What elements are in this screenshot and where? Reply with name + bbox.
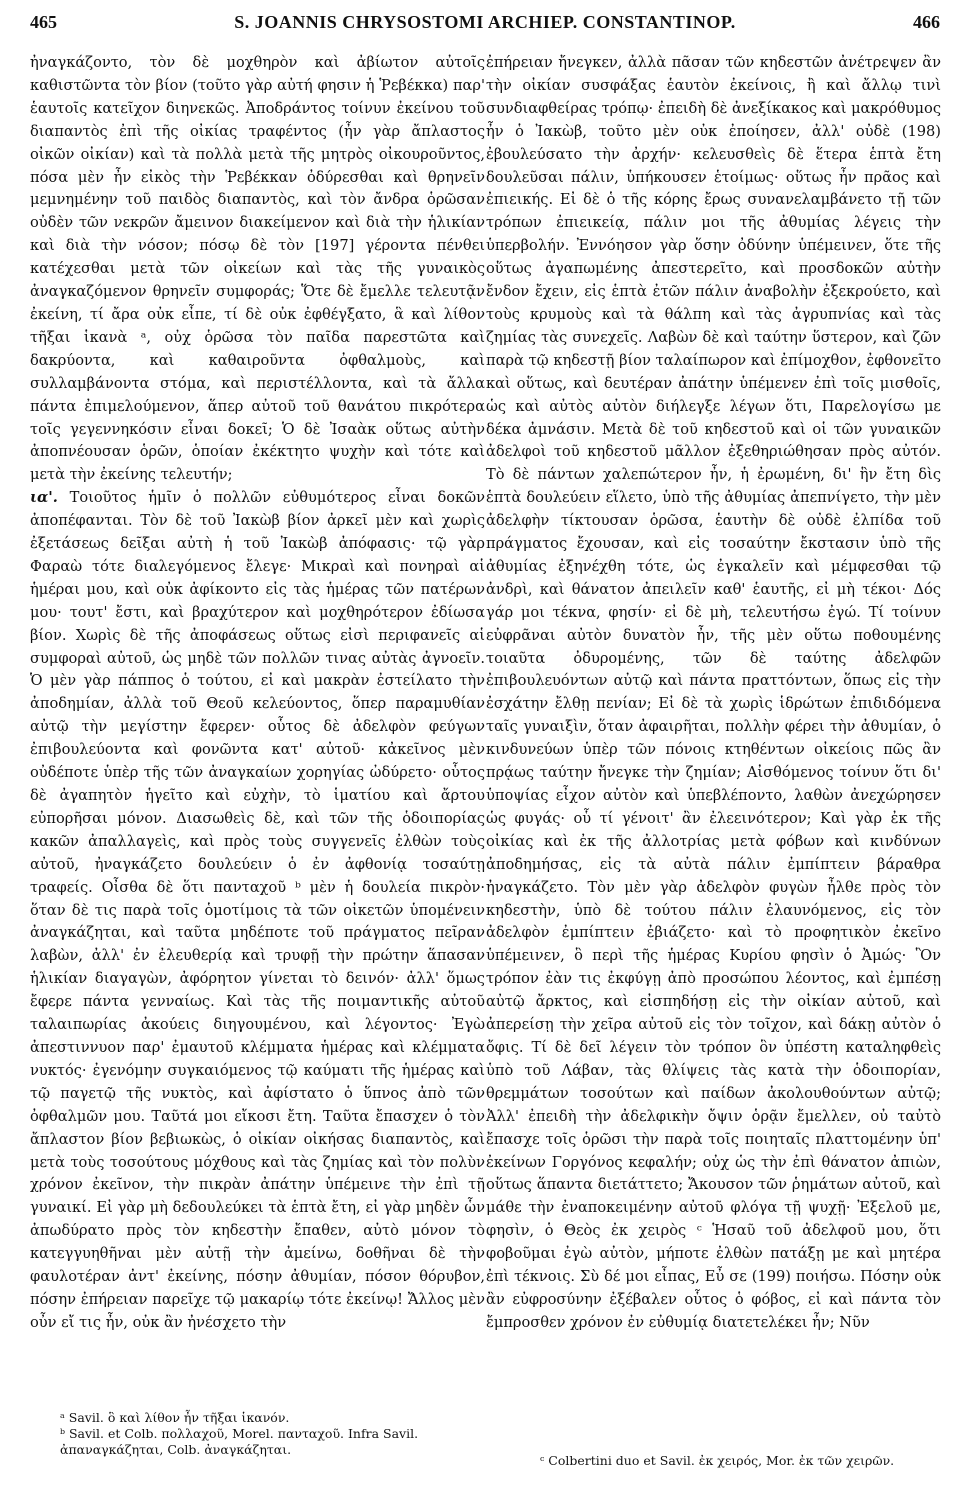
footnotes-right: [540, 1453, 960, 1469]
page-number-right: 466: [913, 12, 940, 32]
right-paragraph-1: ἐπήρειαν ἤνεγκεν, ἀλλὰ πᾶσαν τῶν κηδεστῶν ἀνέτρεψεν ἂν τὴν οἰκίαν συσφάξας ἑαυτὸν ἐκείνοις, ἢ καὶ ἄλλῳ τινὶ συνδιαφθείρας τρόπῳ· ἐπειδὴ δὲ ἀνεξίκακος καὶ μακρόθυμος ἦν ὁ Ἰακὼβ, τοῦτο μὲν οὐκ ἐποίησεν, ἀλλ' οὐδὲ (198) ἐβουλεύσατο τὴν ἀρχήν· κελευσθεὶς δὲ ἕτερα ἑπτὰ ἔτη δουλεῦσαι πάλιν, ὑπήκουσεν ἑτοίμως· οὕτως ἦν πρᾶος καὶ ἐπιεικής. Εἰ δὲ ὁ τῆς κόρης ἔρως συνανελαμβάνετο τῇ τῶν τρόπων ἐπιεικείᾳ, πάλιν μοι τῆς ἀθυμίας λέγεις τὴν ὑπερβολήν. Ἐννόησον γὰρ ὅσην ὀδύνην ὑπέμεινεν, ὅτε τῆς οὕτως ἀγαπωμένης ἀπεστερεῖτο, καὶ προσδοκῶν αὐτὴν ἔνδον ἔχειν, εἰς ἑπτὰ ἐτῶν πάλιν ἀναβολὴν ἐξεκρούετο, καὶ τοὺς κρυμοὺς καὶ τὰ θάλπη καὶ τὰς ἀγρυπνίας καὶ τὰς ζημίας τὰς συνεχεῖς. Λαβὼν δὲ καὶ ταύτην ὕστερον, καὶ ζῶν παρὰ τῷ κηδεστῇ βίον ταλαίπωρον καὶ ἐπίμοχθον, ἐφθονεῖτο καὶ οὕτως, καὶ δευτέραν ἀπάτην ὑπέμενεν ἐπὶ τοῖς μισθοῖς, ὡς καὶ αὐτὸς αὐτὸν διήλεγξε λέγων ὅτι, Παρελογίσω με δέκα ἀμνάσιν. Μετὰ δὲ τοῦ κηδεστοῦ καὶ οἱ τῶν γυναικῶν ἀδελφοὶ τοῦ κηδεστοῦ μᾶλλον ἐξεθηριώθησαν πρὸς αὐτόν. Τὸ δὲ πάντων χαλεπώτερον ἦν, ἡ ἐρωμένη, δι' ἣν ἔτη δὶς ἑπτὰ δουλεύειν εἵλετο, ὑπὸ τῆς ἀθυμίας ἀπεπνίγετο, τὴν μὲν ἀδελφὴν τίκτουσαν ὁρῶσα, ἑαυτὴν δὲ οὐδὲ ἐλπίδα τοῦ πράγματος ἔχουσαν, καὶ εἰς τοσαύτην ἔκστασιν ὑπὸ τῆς ἀθυμίας ἐξηνέχθη τότε, ὡς ἐγκαλεῖν καὶ μέμφεσθαι τῷ ἀνδρὶ, καὶ θάνατον ἀπειλεῖν καθ' ἑαυτῆς, εἰ μὴ τέκοι· Δός γάρ μοι τέκνα, φησίν· εἰ δὲ μὴ, τελευτήσω ἐγώ. Τί τοίνυν εὐφρᾶναι αὐτὸν δυνατὸν ἦν, τῆς μὲν οὕτω ποθουμένης τοιαῦτα ὀδυρομένης, τῶν δὲ ταύτης ἀδελφῶν ἐπιβουλευόντων αὐτῷ καὶ πάντα πραττόντων, ὅπως εἰς τὴν ἐσχάτην ἔλθῃ πενίαν; Εἰ δὲ τὰ χωρὶς ἱδρώτων ἐπιδιδόμενα ταῖς γυναιξὶν, ὅταν ἀφαιρῆται, πολλὴν φέρει τὴν ἀθυμίαν, ὁ κινδυνεύων ὑπὲρ τῶν πόνοις κτηθέντων οἰκείοις πῶς ἂν πρᾴως ταύτην ἤνεγκε τὴν ζημίαν; Αἰσθόμενος τοίνυν ὅτι δι' ὑποψίας εἶχον αὐτὸν καὶ ὑπεβλέποντο, λαθὼν ἀνεχώρησεν ὡς φυγάς· οὗ τί γένοιτ' ἂν ἐλεεινότερον; Καὶ γὰρ ἐκ τῆς οἰκίας καὶ ἐκ τῆς ἀλλοτρίας μετὰ φόβων καὶ κινδύνων ἀποδημήσας, εἰς τὰ αὐτὰ πάλιν ἐμπίπτειν βάραθρα ἠναγκάζετο. Τὸν μὲν γὰρ ἀδελφὸν φυγὼν ἦλθε πρὸς τὸν κηδεστὴν, ὑπὸ δὲ τούτου πάλιν ἐλαυνόμενος, εἰς τὸν ἀδελφὸν ἐμπίπτειν ἐβιάζετο· καὶ τὸ προφητικὸν ἐκεῖνο ὑπέμεινεν, ὃ περὶ τῆς ἡμέρας Κυρίου φησὶν ὁ Ἀμώς· Ὃν τρόπον ἐὰν τις ἐκφύγῃ ἀπὸ προσώπου λέοντος, καὶ ἐμπέσῃ αὐτῷ ἄρκτος, καὶ εἰσπηδήσῃ εἰς τὴν οἰκίαν αὐτοῦ, καὶ ἀπερείσῃ τὴν χεῖρα αὐτοῦ εἰς τὸν τοῖχον, καὶ δάκῃ αὐτὸν ὁ ὄφις. Τί δὲ δεῖ λέγειν τὸν τρόπον ὃν ὑπέστη καταληφθεὶς ὑπὸ τοῦ Λάβαν, τὰς θλίψεις τὰς κατὰ τὴν ὁδοιπορίαν, θρεμμάτων τοσούτων καὶ παίδων ἀκολουθούντων αὐτῷ; Ἀλλ' ἐπειδὴ τὴν ἀδελφικὴν ὄψιν ὁρᾷν ἔμελλεν, οὐ ταὐτὸ ἔπασχε τοῖς ὁρῶσι τὴν παρὰ τοῖς ποιηταῖς πλαττομένην ὑπ' ἐκείνων Γοργόνος κεφαλήν; οὐχ ὡς τὴν ἐπὶ θάνατον ἀπιὼν, οὕτως ἅπαντα διετάττετο; Ἄκουσον τῶν ῥημάτων αὐτοῦ, καὶ μάθε τὴν ἐναποκειμένην αὐτοῦ φλόγα τῇ ψυχῇ· Ἐξελοῦ με, φησὶν, ὁ Θεὸς ἐκ χειρὸς ᶜ Ἡσαῦ τοῦ ἀδελφοῦ μου, ὅτι φοβοῦμαι ἐγὼ αὐτὸν, μήποτε ἐλθὼν πατάξῃ με καὶ μητέρα ἐπὶ τέκνοις. Σὺ δέ μοι εἶπας, Εὖ σε (199) ποιήσω. Πόσην οὐκ ἂν εὐφροσύνην ἐξέβαλεν οὗτος ὁ φόβος, εἰ καὶ πάντα τὸν ἔμπροσθεν χρόνον ἐν εὐθυμίᾳ διατετελέκει ἦν; Νῦν: [486, 54, 941, 1331]
left-column: [30, 52, 485, 1335]
left-paragraph-2-text: Τοιοῦτος ἡμῖν ὁ πολλῶν εὐθυμότερος εἶναι δοκῶν ἀποπέφανται. Τὸν δὲ τοῦ Ἰακὼβ βίον ἀρκεῖ μὲν καὶ χωρὶς ἐξετάσεως δεῖξαι αὐτὴ ἡ τοῦ Ἰακὼβ ἀπόφασις· τῷ γὰρ Φαραὼ τότε διαλεγόμενος ἔλεγε· Μικραὶ καὶ πονηραὶ αἱ ἡμέραι μου, καὶ οὐκ ἀφίκοντο εἰς τὰς ἡμέρας τῶν πατέρων μου· τουτ' ἔστι, καὶ βραχύτερον καὶ μοχθηρότερον ἐδίωσα βίον. Χωρὶς δὲ τῆς ἀποφάσεως οὕτως εἰσὶ περιφανεῖς αἱ συμφοραὶ αὐτοῦ, ὡς μηδὲ τῶν πολλῶν τινας αὐτὰς ἀγνοεῖν. Ὁ μὲν γὰρ πάππος ὁ τούτου, εἰ καὶ μακρὰν ἐστείλατο τὴν ἀποδημίαν, ἀλλὰ τοῦ Θεοῦ κελεύοντος, ὅπερ παραμυθίαν αὐτῷ τὴν μεγίστην ἔφερεν· οὗτος δὲ ἀδελφὸν φεύγων ἐπιβουλεύοντα καὶ φονῶντα κατ' αὐτοῦ· κἀκεῖνος μὲν οὐδέποτε ὑπὲρ τῆς τῶν ἀναγκαίων χορηγίας ὠδύρετο· οὗτος δὲ ἀγαπητὸν ἡγεῖτο καὶ εὐχὴν, τὸ ἱματίου καὶ ἄρτου εὐπορῆσαι μόνον. Διασωθεὶς δὲ, καὶ τῶν τῆς ὁδοιπορίας κακῶν ἀπαλλαγεὶς, καὶ πρὸς τοὺς συγγενεῖς ἐλθὼν τοὺς αὐτοῦ, ἠναγκάζετο δουλεύειν ὁ ἐν ἀφθονίᾳ τοσαύτῃ τραφείς. Οἶσθα δὲ ὅτι πανταχοῦ ᵇ μὲν ἡ δουλεία πικρὸν· ὅταν δὲ τις παρὰ τοῖς ὁμοτίμοις τὰ τῶν οἰκετῶν ὑπομένειν ἀναγκάζηται, καὶ ταῦτα μηδέποτε τοῦ πράγματος πεῖραν λαβὼν, ἀλλ' ἐν ἐλευθερίᾳ καὶ τρυφῇ τὴν πρώτην ἅπασαν ἡλικίαν διαγαγὼν, ἀφόρητον γίνεται τὸ δεινόν· ἀλλ' ὅμως ἔφερε πάντα γενναίως. Καὶ τὰς τῆς ποιμαντικῆς αὐτοῦ ταλαιπωρίας ἀκούεις διηγουμένου, καὶ λέγοντος· Ἐγὼ ἀπεστιννυον παρ' ἐμαυτοῦ κλέμματα ἡμέρας καὶ κλέμματα νυκτός· ἐγενόμην συγκαιόμενος τῷ καύματι τῆς ἡμέρας καὶ τῷ παγετῷ τῆς νυκτὸς, καὶ ἀφίστατο ὁ ὕπνος ἀπὸ τῶν ὀφθαλμῶν μου. Ταῦτά μοι εἴκοσι ἔτη. Ταῦτα ἔπασχεν ὁ τὸν ἄπλαστον βίον βεβιωκὼς, ὁ οἰκίαν οἰκήσας διαπαντὸς, καὶ μετὰ τοὺς τοσούτους μόχθους καὶ τὰς ζημίας καὶ τὸν πολὺν χρόνον ἐκεῖνον, τὴν πικρὰν ἀπάτην ὑπέμεινε τὴν ἐπὶ τῇ γυναικί. Εἰ γὰρ μὴ δεδουλεύκει τὰ ἑπτὰ ἔτη, εἰ γὰρ μηδὲν ὧν ἀπωδύρατο πρὸς τὸν κηδεστὴν ἔπαθεν, αὐτὸ μόνον τὸ κατεγγυηθῆναι μὲν αὐτῇ τὴν ἀμείνω, δοθῆναι δὲ τὴν φαυλοτέραν ἀντ' ἐκείνης, πόσην ἀθυμίαν, πόσον θόρυβον, πόσην ἐπήρειαν παρεῖχε τῷ μακαρίῳ τότε ἐκείνῳ! Ἄλλος μὲν οὖν εἴ τις ἦν, οὐκ ἂν ἠνέσχετο τὴν: [30, 489, 485, 1331]
footnote-c: ᶜ Colbertini duo et Savil. ἐκ χειρός, Mor. ἐκ τῶν χειρῶν.: [540, 1453, 895, 1468]
left-paragraph-1: ἠναγκάζοντο, τὸν δὲ μοχθηρὸν καὶ ἀβίωτον αὐτοῖς καθιστῶντα τὸν βίον (τοῦτο γὰρ αὐτή φησιν ἡ Ῥεβέκκα) παρ' ἑαυτοῖς κατεῖχον διηνεκῶς. Ἀποδράντος τοίνυν ἐκείνου τοῦ διαπαντὸς ἐπὶ τῆς οἰκίας τραφέντος (ἦν γὰρ ἄπλαστος οἰκῶν οἰκίαν) καὶ τὰ πολλὰ μετὰ τῆς μητρὸς οἰκουροῦντος, πόσα μὲν ἦν εἰκὸς τὴν Ῥεβέκκαν ὀδύρεσθαι καὶ θρηνεῖν μεμνημένην τοῦ παιδὸς διαπαντὸς, καὶ τὸν ἄνδρα ὁρῶσαν οὐδὲν τῶν νεκρῶν ἄμεινον διακείμενον καὶ διὰ τὴν ἡλικίαν καὶ διὰ τὴν νόσον; πόσῳ δὲ τὸν [197] γέροντα πένθει κατέχεσθαι μετὰ τῶν οἰκείων καὶ τὰς τῆς γυναικὸς ἀναγκαζόμενον θρηνεῖν συμφοράς; Ὅτε δὲ ἔμελλε τελευτᾷν ἐκείνη, τί ἄρα οὐκ εἶπε, τί δὲ οὐκ ἐφθέγξατο, ἃ καὶ λίθον τῆξαι ἱκανὰ ᵃ, οὐχ ὁρῶσα τὸν παῖδα παρεστῶτα καὶ δακρύοντα, καὶ καθαιροῦντα ὀφθαλμοὺς, καὶ συλλαμβάνοντα στόμα, καὶ περιστέλλοντα, καὶ τὰ ἄλλα πάντα ἐπιμελούμενον, ἅπερ αὐτοῦ τοῦ θανάτου πικρότερα τοῖς γεγεννηκόσιν εἶναι δοκεῖ; Ὁ δὲ Ἰσαὰκ οὕτως αὐτὴν ἀποπνέουσαν ὁρῶν, ὁποίαν ἐκέκτητο ψυχὴν καὶ τότε καὶ μετὰ τὴν ἐκείνης τελευτήν;: [30, 54, 485, 484]
footnote-a: ᵃ Savil. ὃ καὶ λίθον ἦν τῆξαι ἱκανόν.: [60, 1410, 290, 1425]
left-paragraph-2: [30, 487, 485, 1335]
page-header: [30, 12, 940, 48]
right-column: [486, 52, 941, 1335]
running-title: S. JOANNIS CHRYSOSTOMI ARCHIEP. CONSTANTINOP.: [234, 12, 736, 32]
page-number-left: 465: [30, 12, 57, 32]
footnote-b: ᵇ Savil. et Colb. πολλαχοῦ, Morel. πανταχοῦ. Infra Savil. ἀπαναγκάζηται, Colb. ἀναγκάζηται.: [60, 1426, 419, 1457]
footnotes-left: [60, 1410, 480, 1458]
section-number: ια'.: [30, 489, 58, 507]
